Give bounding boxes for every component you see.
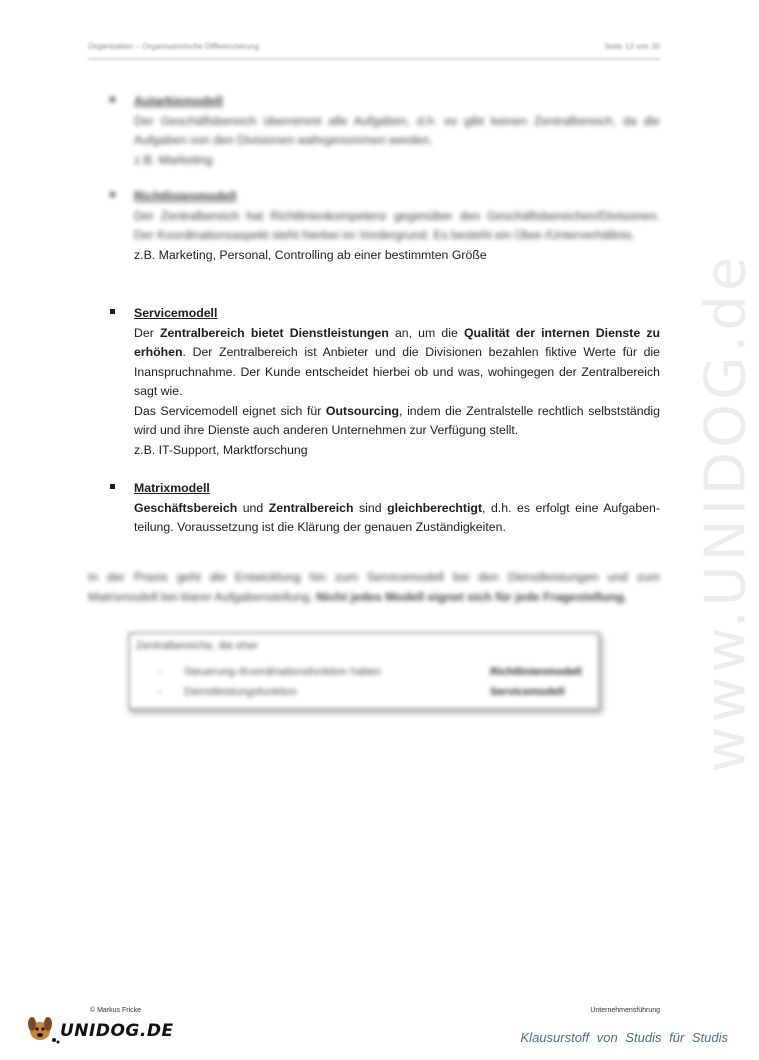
watermark: www.UNIDOG.de [693, 252, 759, 773]
section-title: Richtlinienmodell [134, 189, 237, 203]
section-title: Servicemodell [134, 306, 218, 320]
section-title: Matrixmodell [134, 481, 210, 495]
box-title: Zentralbereiche, die eher [136, 640, 259, 652]
section-title: Autarkiemodell [134, 94, 223, 108]
footer-copyright: © Markus Fricke [90, 1007, 142, 1014]
footer-tagline: Klausurstoff von Studis für Studis [520, 1030, 728, 1045]
bullet-icon [110, 309, 115, 314]
section-servicemodell [114, 304, 660, 460]
section-text: Der Geschäftsbereich übernimmt alle Aufgaben, d.h. es gibt keinen Zentralbereich, da die Aufgaben von den Divisionen wahrgenommen werden. [134, 113, 660, 147]
bullet-icon [110, 484, 115, 489]
header-left: Organisation – Organisatorische Differenzierung [88, 42, 260, 51]
section-example: z.B. Marketing [134, 152, 213, 167]
section-example: z.B. IT-Support, Marktforschung [134, 442, 308, 457]
section-paragraph-1: Der Zentralbereich bietet Dienstleistungen an, um die Qualität der internen Dienste zu erhöhen. Der Zentralbereich ist Anbieter und die Divisionen bezahlen fiktive Werte für die Inanspruchnahme. Der Kunde entscheidet hierbei ob und was, wohingegen der Zentralbereich sagt wie. [134, 325, 660, 398]
header-right: Seite 13 von 30 [604, 42, 660, 51]
bullet-icon [110, 192, 115, 197]
section-text: Der Zentralbereich hat Richtlinienkompetenz gegenüber den Geschäftsbereichen/Divisionen. Der Koordinationsaspekt steht hierbei im Vordergrund. Es besteht ein Über-/Unterverhältnis. [134, 208, 660, 242]
section-example: z.B. Marketing, Personal, Controlling ab einer bestimmten Größe [134, 247, 487, 262]
bullet-icon [110, 97, 115, 102]
summary-box [128, 632, 600, 710]
section-paragraph-2: Das Servicemodell eignet sich für Outsourcing, indem die Zentralstelle rechtlich selbstständig wird und ihre Dienste auch anderen Unternehmen zur Verfügung stellt. [134, 403, 660, 437]
box-row: - Steuerung-/Koordinationsfunktion haben Richtlinienmodell [158, 666, 582, 678]
header-rule [88, 58, 660, 60]
page-header [88, 42, 660, 51]
box-row: - Dienstleistungsfunktion Servicemodell [158, 686, 565, 698]
section-paragraph-1: Geschäftsbereich und Zentralbereich sind gleichberechtigt, d.h. es erfolgt eine Aufgaben-teilung. Voraussetzung ist die Klärung der genauen Zuständigkeiten. [134, 500, 660, 534]
logo-text: UNIDOG.DE [60, 1021, 174, 1041]
section-autarkiemodell [114, 92, 660, 170]
dog-icon [22, 1014, 62, 1048]
unidog-logo [22, 1014, 174, 1048]
footer-subject: Unternehmensführung [590, 1007, 660, 1014]
section-matrixmodell [114, 479, 660, 538]
summary-paragraph: In der Praxis geht die Entwicklung hin zum Servicemodell bei den Dienstleistungen und zum Matrixmodell bei klarer Aufgabenstellung. Nicht jedes Modell eignet sich für jede Fragestellung. [88, 570, 660, 604]
section-richtlinienmodell [114, 187, 660, 265]
